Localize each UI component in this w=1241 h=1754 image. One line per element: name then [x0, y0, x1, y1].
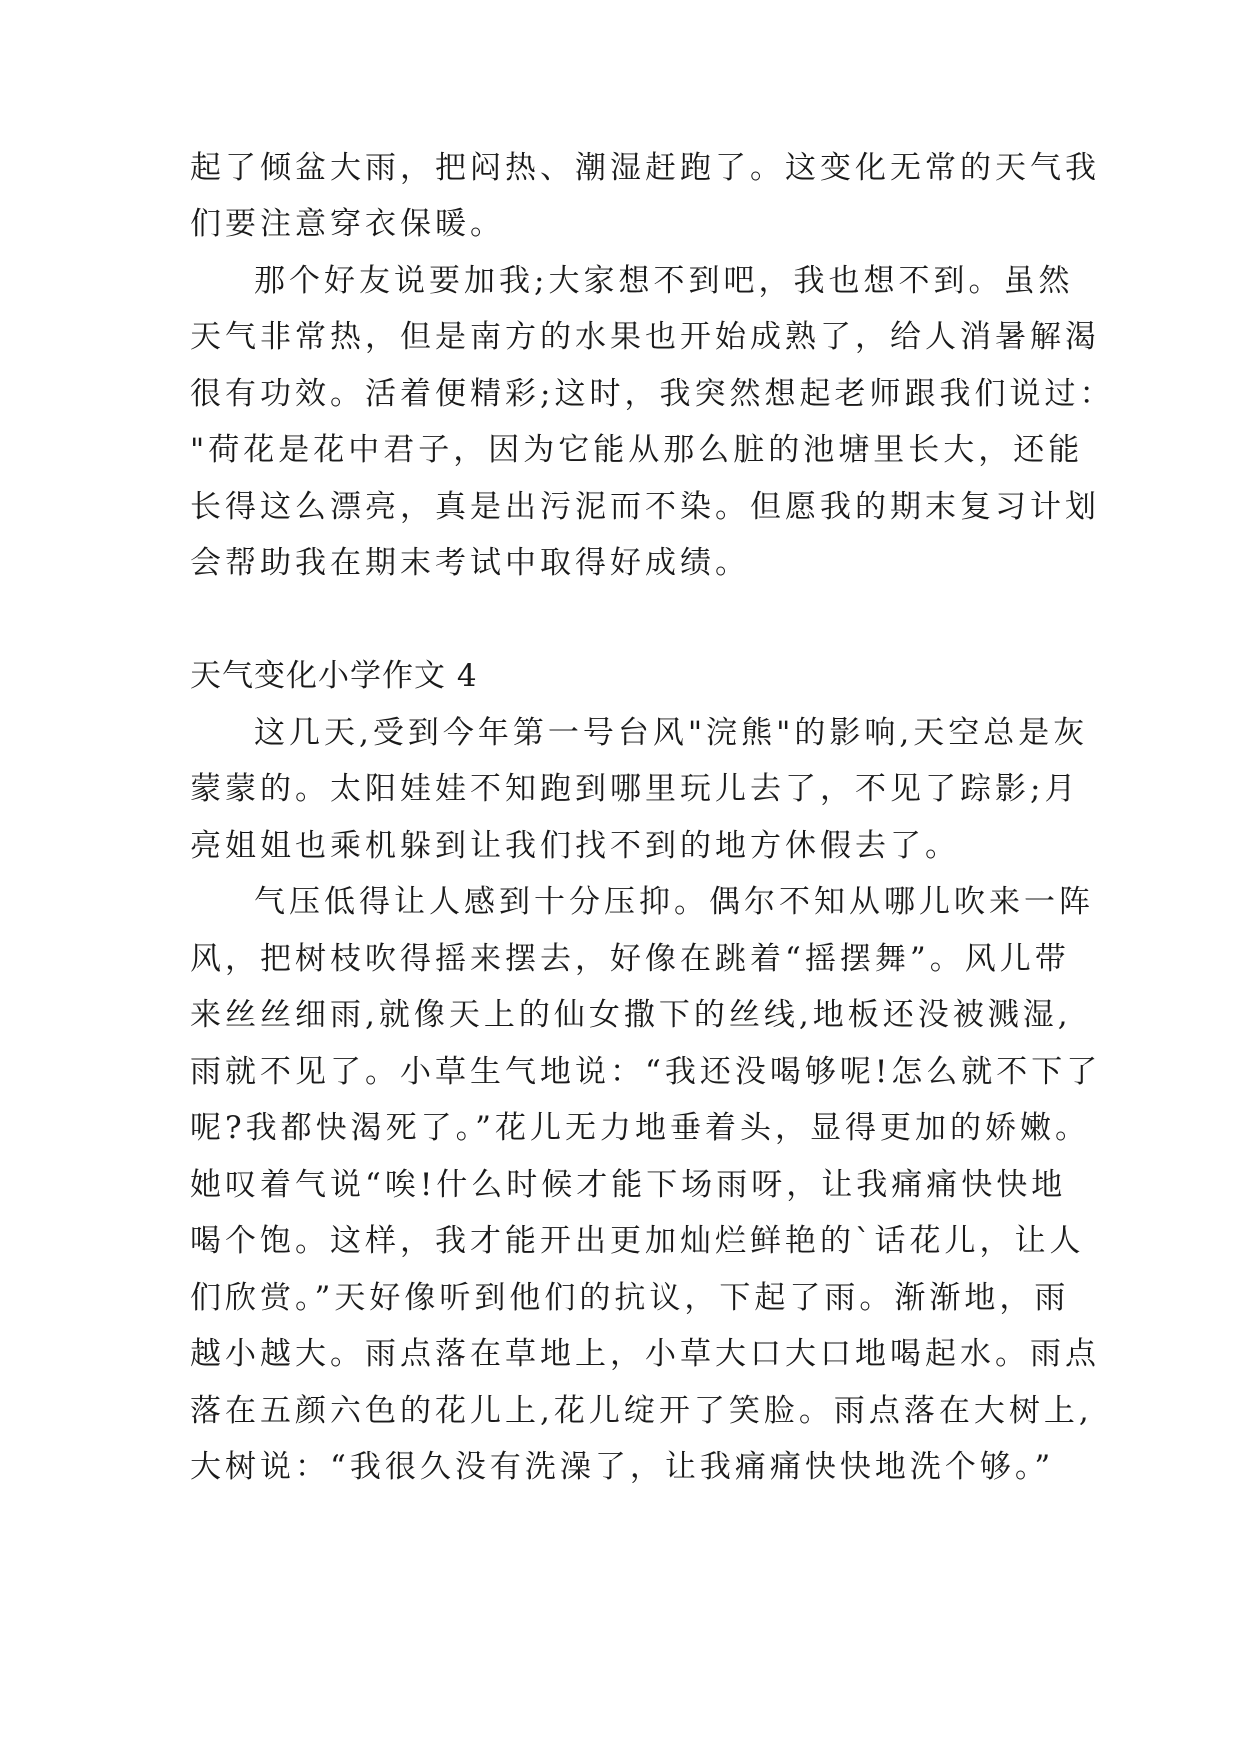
- text-line: 她叹着气说“唉!什么时候才能下场雨呀，让我痛痛快快地: [190, 1167, 1067, 1203]
- text-line: 们欣赏。”天好像听到他们的抗议，下起了雨。渐渐地，雨: [190, 1280, 1070, 1316]
- text-line: 这几天,受到今年第一号台风"浣熊"的影响,天空总是灰: [254, 715, 1089, 751]
- text-line: 大树说：“我很久没有洗澡了，让我痛痛快快地洗个够。”: [190, 1449, 1055, 1485]
- text-line: 呢?我都快渴死了。”花儿无力地垂着头，显得更加的娇嫩。: [190, 1110, 1090, 1146]
- text-line: 们要注意穿衣保暖。: [190, 206, 505, 242]
- text-line: 落在五颜六色的花儿上,花儿绽开了笑脸。雨点落在大树上,: [190, 1393, 1093, 1429]
- text-line: 来丝丝细雨,就像天上的仙女撒下的丝线,地板还没被溅湿,: [190, 997, 1072, 1033]
- text-line: 很有功效。活着便精彩;这时，我突然想起老师跟我们说过：: [190, 376, 1115, 412]
- text-line: 越小越大。雨点落在草地上，小草大口大口地喝起水。雨点: [190, 1336, 1100, 1372]
- text-line: 长得这么漂亮，真是出污泥而不染。但愿我的期末复习计划: [190, 489, 1100, 525]
- text-line: 雨就不见了。小草生气地说：“我还没喝够呢!怎么就不下了: [190, 1054, 1102, 1090]
- text-line: 会帮助我在期末考试中取得好成绩。: [190, 545, 750, 581]
- text-line: 亮姐姐也乘机躲到让我们找不到的地方休假去了。: [190, 828, 960, 864]
- text-line: 那个好友说要加我;大家想不到吧，我也想不到。虽然: [254, 263, 1074, 299]
- text-line: 起了倾盆大雨，把闷热、潮湿赶跑了。这变化无常的天气我: [190, 150, 1100, 186]
- text-line: "荷花是花中君子，因为它能从那么脏的池塘里长大，还能: [190, 432, 1084, 468]
- text-line: 喝个饱。这样，我才能开出更加灿烂鲜艳的`话花儿，让人: [190, 1223, 1085, 1259]
- text-line: 天气非常热，但是南方的水果也开始成熟了，给人消暑解渴: [190, 319, 1100, 355]
- text-line: 蒙蒙的。太阳娃娃不知跑到哪里玩儿去了，不见了踪影;月: [190, 771, 1080, 807]
- text-line: 气压低得让人感到十分压抑。偶尔不知从哪儿吹来一阵: [254, 884, 1094, 920]
- section-title: 天气变化小学作文 4: [190, 658, 478, 694]
- text-line: 风，把树枝吹得摇来摆去，好像在跳着“摇摆舞”。风儿带: [190, 941, 1070, 977]
